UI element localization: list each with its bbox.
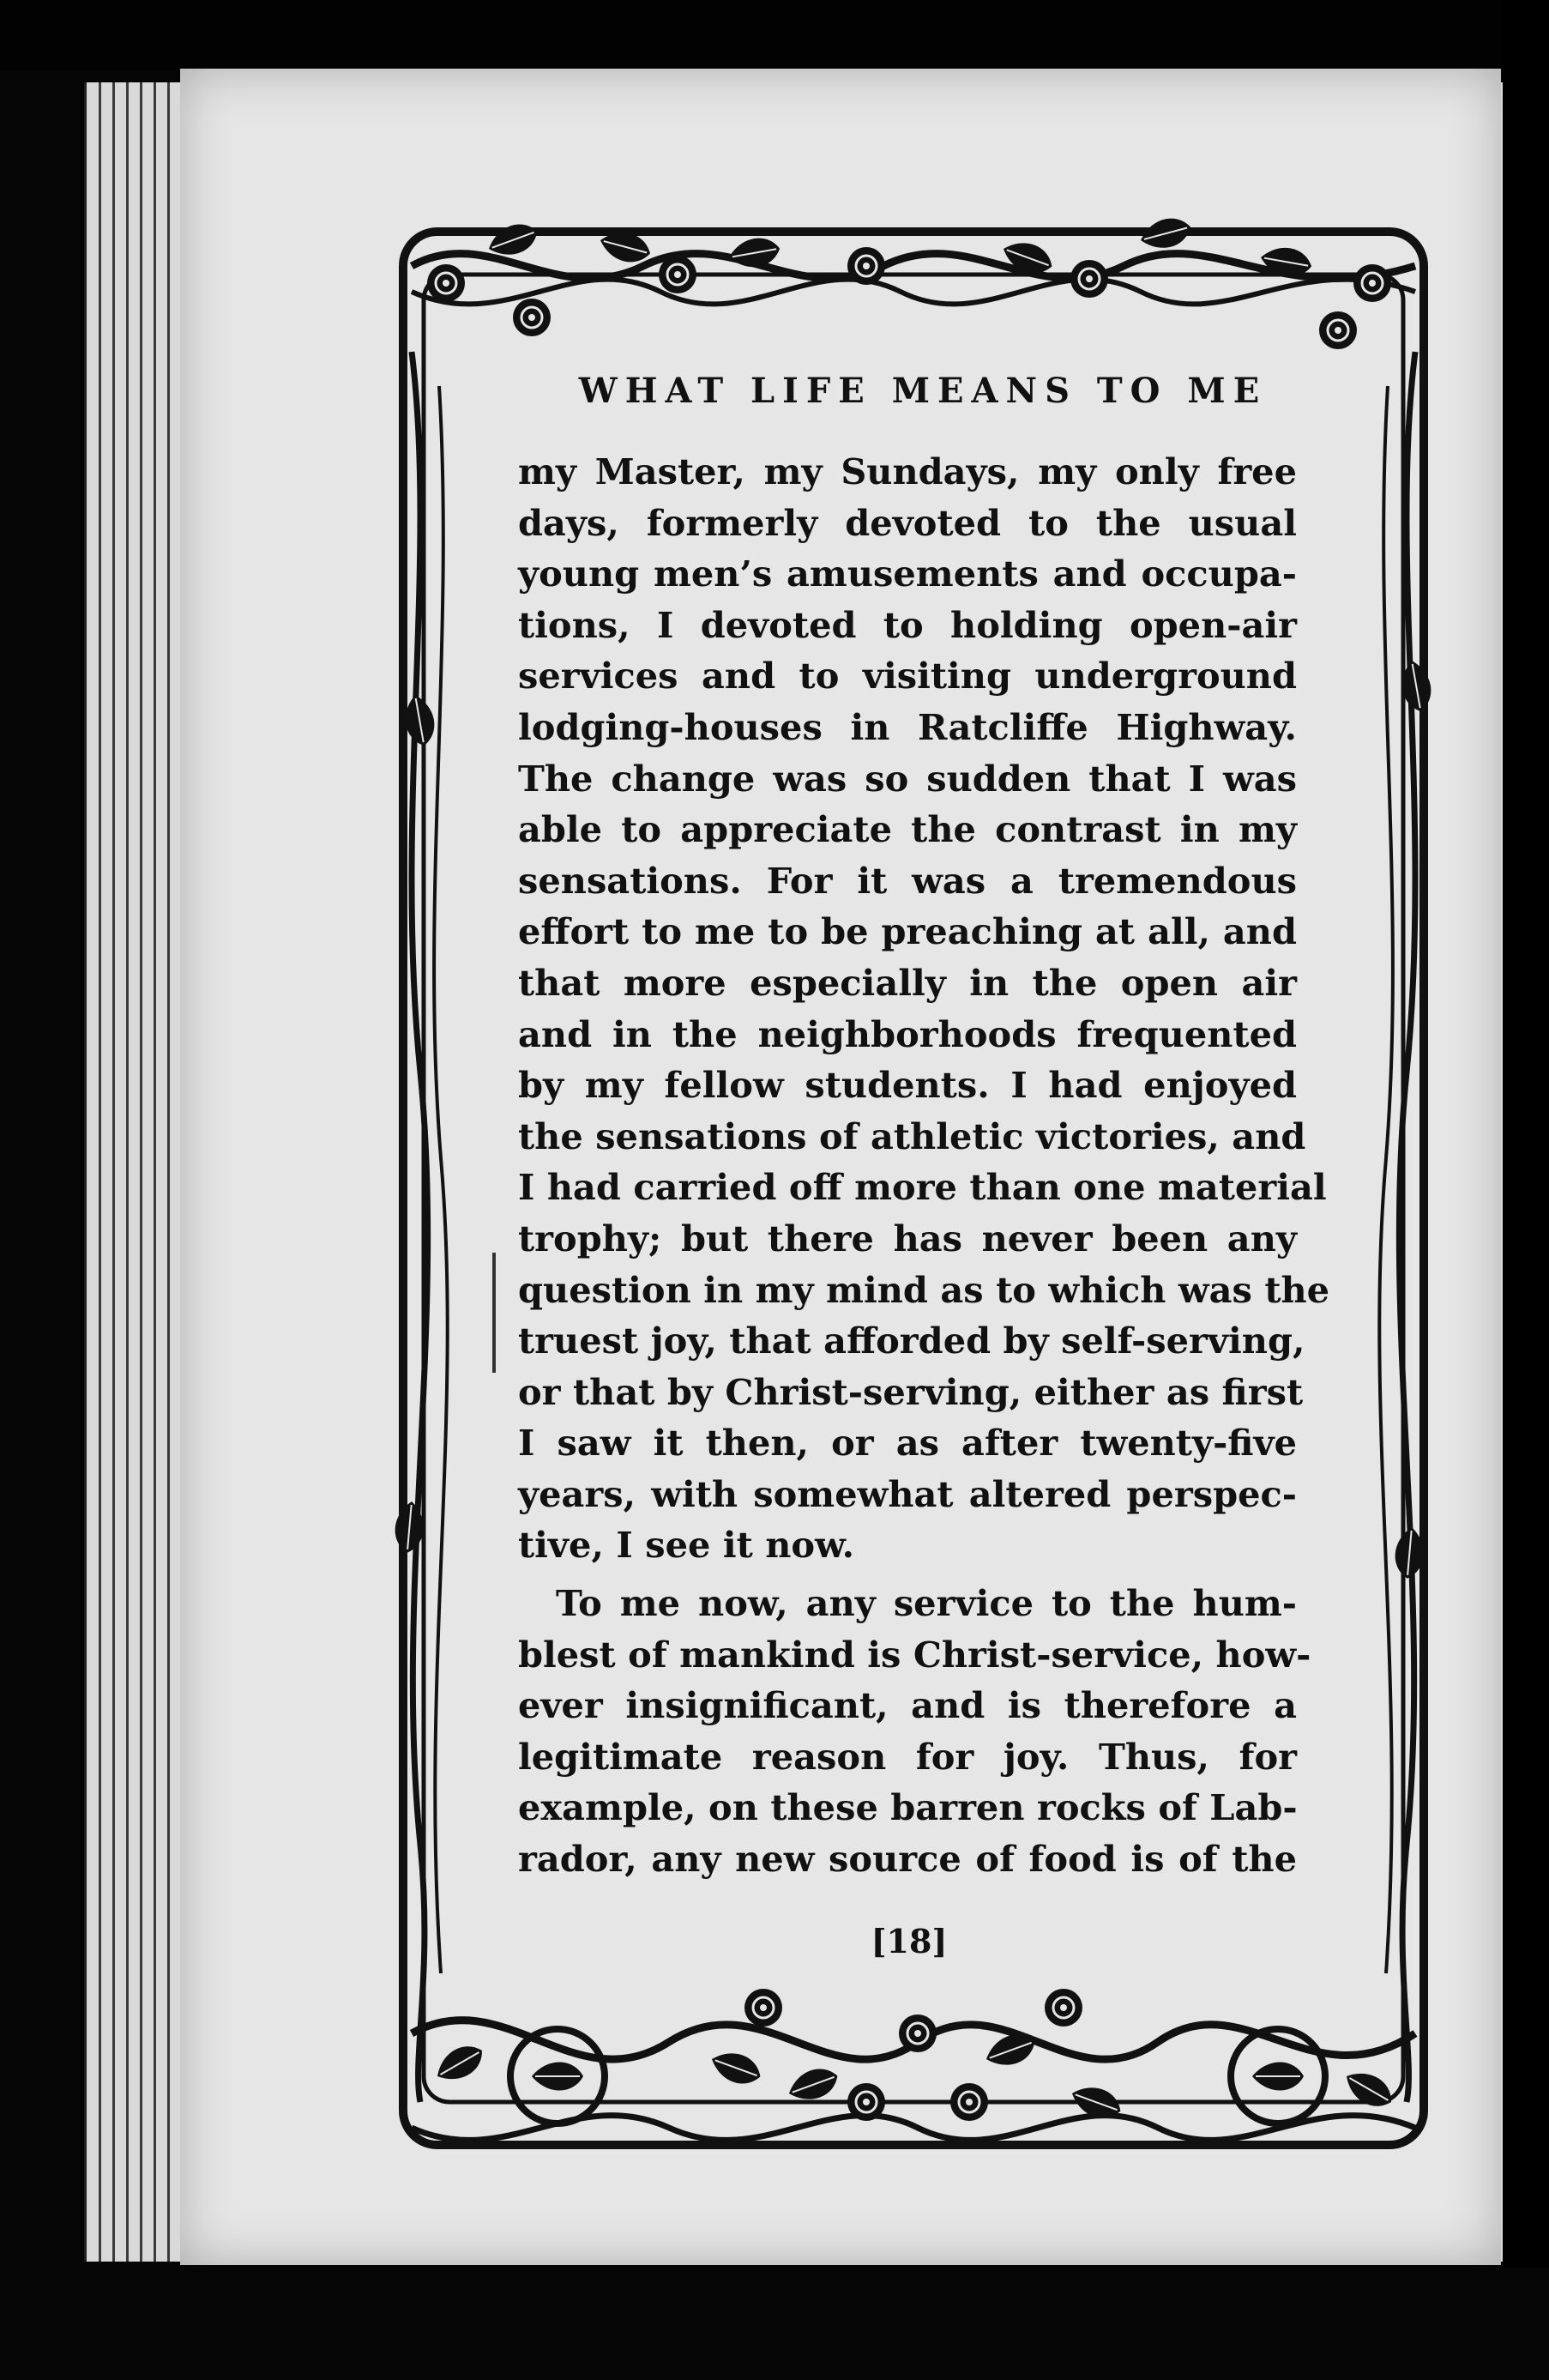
page-edge-line <box>112 82 115 2262</box>
paragraph-1 <box>518 446 1330 1571</box>
text-line: question in my mind as to which was the <box>518 1268 1330 1311</box>
text-line: and in the neighborhoods frequented <box>518 1012 1297 1055</box>
scan-right-margin <box>1503 0 1549 2380</box>
text-line: effort to me to be preaching at all, and <box>518 910 1297 953</box>
text-line: services and to visiting underground <box>518 655 1297 698</box>
text-line: example, on these barren rocks of Lab- <box>518 1786 1298 1829</box>
running-head: WHAT LIFE MEANS TO ME <box>578 371 1268 411</box>
page-edge-line <box>140 82 142 2262</box>
text-line: sensations. For it was a tremendous <box>518 859 1297 902</box>
page-edge-line <box>167 82 170 2262</box>
text-line: trophy; but there has never been any <box>518 1217 1297 1259</box>
scan-top-margin <box>0 0 1549 70</box>
text-line: lodging-houses in Ratcliffe Highway. <box>518 705 1297 748</box>
text-line: or that by Christ-serving, either as first <box>518 1370 1304 1413</box>
text-line: able to appreciate the contrast in my <box>518 808 1297 851</box>
scan-bottom-margin <box>0 2268 1549 2380</box>
margin-pencil-mark <box>492 1253 496 1373</box>
text-line: years, with somewhat altered perspec- <box>518 1472 1297 1515</box>
page-edge-line <box>126 82 129 2262</box>
text-line: young men’s amusements and occupa- <box>518 553 1297 595</box>
text-line: blest of mankind is Christ-service, how- <box>518 1633 1311 1676</box>
page-number: [18] <box>871 1922 948 1960</box>
text-line: my Master, my Sundays, my only free <box>518 450 1297 492</box>
text-line: the sensations of athletic victories, and <box>518 1114 1306 1157</box>
text-line: I saw it then, or as after twenty-five <box>518 1422 1297 1465</box>
text-line: The change was so sudden that I was <box>518 757 1297 800</box>
body-text <box>518 446 1330 1885</box>
text-line: tive, I see it now. <box>518 1524 855 1567</box>
text-line: rador, any new source of food is of the <box>518 1838 1297 1881</box>
paragraph-2 <box>518 1578 1311 1885</box>
text-line: truest joy, that afforded by self-serving, <box>518 1320 1305 1362</box>
text-line: I had carried off more than one material <box>518 1166 1327 1209</box>
text-line: To me now, any service to the hum- <box>556 1582 1297 1625</box>
page-edge-line <box>154 82 156 2262</box>
text-line: days, formerly devoted to the usual <box>518 501 1297 544</box>
text-line: that more especially in the open air <box>518 961 1297 1004</box>
text-line: legitimate reason for joy. Thus, for <box>518 1735 1297 1778</box>
page-edge-line <box>99 82 101 2262</box>
text-line: by my fellow students. I had enjoyed <box>518 1064 1297 1107</box>
text-line: tions, I devoted to holding open-air <box>518 603 1297 646</box>
text-line: ever insignificant, and is therefore a <box>518 1684 1297 1727</box>
